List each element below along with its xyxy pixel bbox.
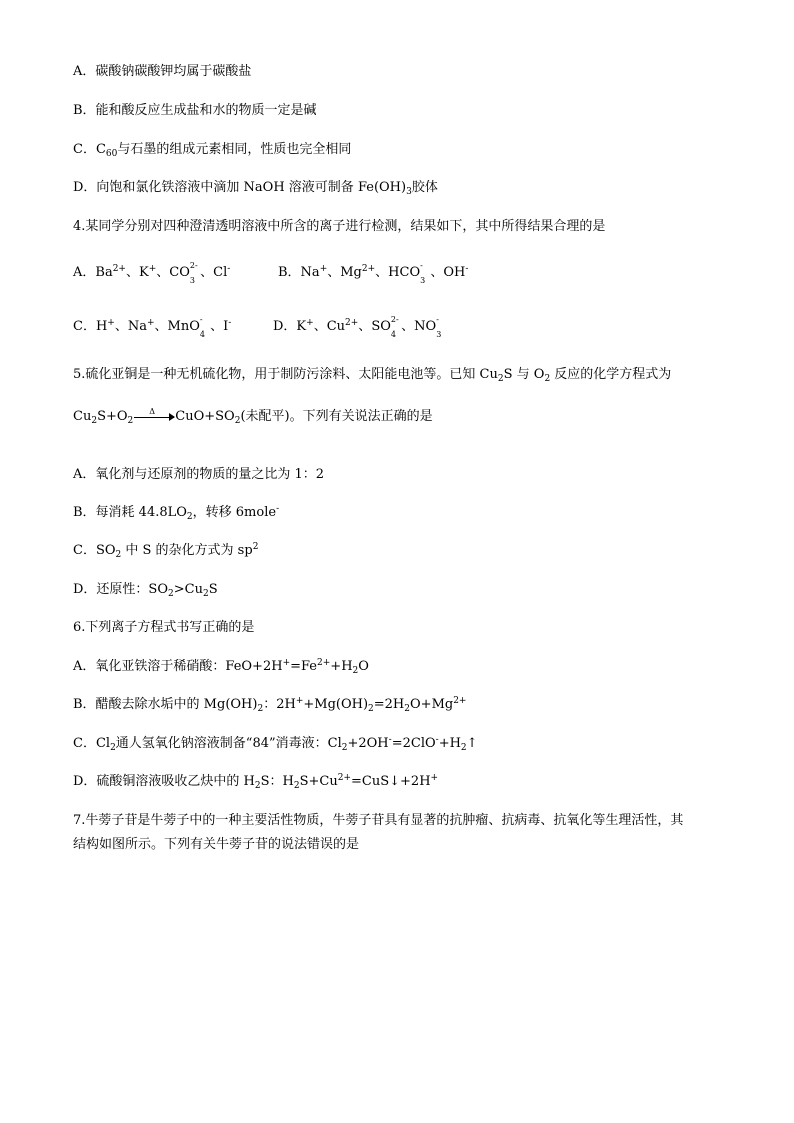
nitrate-ion: NO - 3 bbox=[414, 315, 442, 339]
bicarbonate-ion: HCO - 3 bbox=[388, 261, 426, 285]
q6-option-a: A．氧化亚铁溶于稀硝酸：$FeO+2H^+=Fe^{2+}+H_2O$ bbox=[73, 658, 369, 676]
q4-option-d: D．K+、$Cu^{2+}$、SO 2- 4 、NO - 3 bbox=[273, 315, 442, 339]
q5-option-d: D．还原性：$SO_2>Cu_2S$ bbox=[73, 582, 218, 599]
q5-equation: $Cu_2S+O_2$ Δ $CuO+SO_2$(未配平)。下列有关说法正确的是 bbox=[73, 406, 433, 426]
reaction-arrow-icon: Δ bbox=[134, 411, 174, 423]
q7-stem-line-1: 7.牛蒡子苷是牛蒡子中的一种主要活性物质，牛蒡子苷具有显著的抗肿瘤、抗病毒、抗氧化等生理活性，其 bbox=[73, 813, 684, 828]
q5-stem: 5.硫化亚铜是一种无机硫化物，用于制防污涂料、太阳能电池等。已知 $Cu_2S$ 与 $O_2$ 反应的化学方程式为 bbox=[73, 367, 672, 384]
q5-option-a: A．氧化剂与还原剂的物质的量之比为 1：2 bbox=[73, 467, 325, 482]
q4-option-b: B．Na+、$Mg^{2+}$、HCO - 3 、OH- bbox=[278, 261, 469, 285]
q4-stem: 4.某同学分别对四种澄清透明溶液中所含的离子进行检测，结果如下，其中所得结果合理的是 bbox=[73, 219, 606, 234]
q3-option-d: D．向饱和氯化铁溶液中滴加 NaOH 溶液可制备 $Fe(OH)_3$胶体 bbox=[73, 180, 438, 197]
sulfate-ion: SO 2- 4 bbox=[371, 315, 399, 339]
q5-option-b: B．每消耗 $44.8LO_2$，转移 6mole- bbox=[73, 504, 280, 522]
q6-stem: 6.下列离子方程式书写正确的是 bbox=[73, 620, 255, 635]
q6-option-b: B．醋酸去除水垢中的 $Mg(OH)_2$：$2H^++Mg(OH)_2=2H_2O+Mg^{2+}$ bbox=[73, 696, 467, 714]
q3-option-a: A．碳酸钠碳酸钾均属于碳酸盐 bbox=[73, 64, 252, 79]
q5-option-c: C．$SO_2$ 中 S 的杂化方式为 $sp^2$ bbox=[73, 542, 259, 560]
q7-stem-line-2: 结构如图所示。下列有关牛蒡子苷的说法错误的是 bbox=[73, 837, 360, 852]
q3-option-b: B．能和酸反应生成盐和水的物质一定是碱 bbox=[73, 103, 317, 118]
q6-option-c: C．$Cl_2$通人氢氧化钠溶液制备“84”消毒液：$Cl_2+2OH^-=2ClO^-+H_2↑$ bbox=[73, 735, 478, 753]
carbonate-ion: CO 2- 3 bbox=[169, 261, 198, 285]
q6-option-d: D．硫酸铜溶液吸收乙炔中的 $H_2S$：$H_2S+Cu^{2+}=CuS↓+2H^+$ bbox=[73, 773, 439, 791]
permanganate-ion: MnO - 4 bbox=[167, 315, 205, 339]
q3-option-c: C．$C_{60}$与石墨的组成元素相同，性质也完全相同 bbox=[73, 142, 352, 159]
q4-option-c: C．H+、Na+、MnO - 4 、I- bbox=[73, 315, 232, 339]
q4-option-a: A．$Ba^{2+}$、K+、CO 2- 3 、Cl- bbox=[73, 261, 231, 285]
